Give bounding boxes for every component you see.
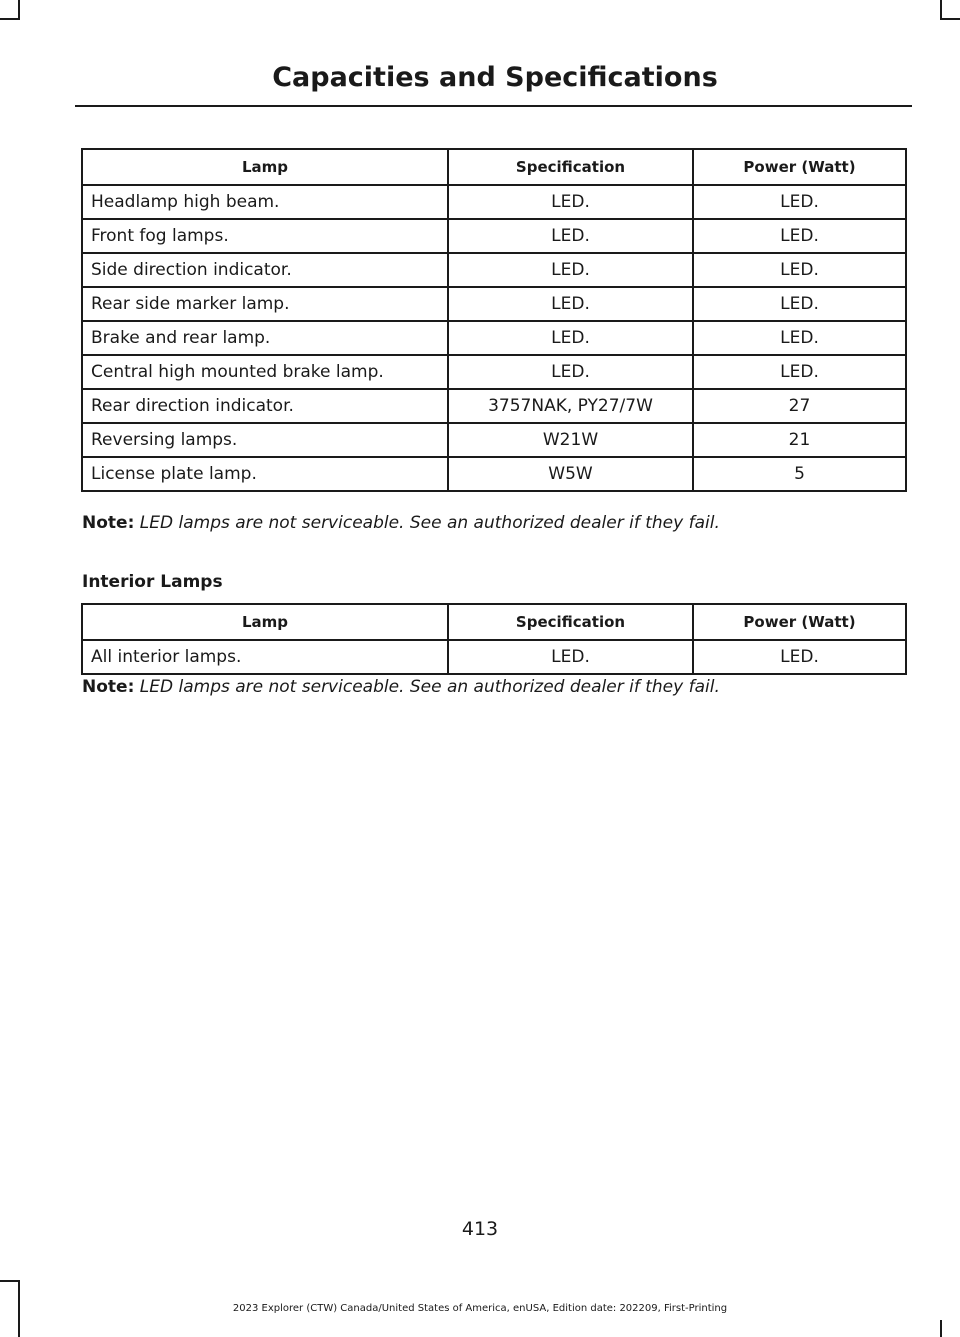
header-power: Power (Watt) — [693, 149, 906, 185]
interior-lamps-table — [81, 603, 907, 675]
header-specification: Specification — [448, 604, 693, 640]
specification-cell: LED. — [448, 287, 693, 321]
table-row — [82, 253, 906, 287]
table-row — [82, 321, 906, 355]
power-cell: LED. — [693, 321, 906, 355]
table-row — [82, 287, 906, 321]
specification-cell: W5W — [448, 457, 693, 491]
power-cell: 27 — [693, 389, 906, 423]
note-led-interior — [82, 677, 720, 697]
page-title: Capacities and Specifications — [272, 62, 718, 93]
specification-cell: 3757NAK, PY27/7W — [448, 389, 693, 423]
power-cell: 21 — [693, 423, 906, 457]
page-number: 413 — [461, 1218, 499, 1240]
note-text: LED lamps are not serviceable. See an authorized dealer if they fail. — [139, 677, 720, 697]
table-row — [82, 457, 906, 491]
crop-mark — [0, 1280, 20, 1282]
lamp-cell: Reversing lamps. — [82, 423, 448, 457]
table-row — [82, 423, 906, 457]
specification-cell: LED. — [448, 253, 693, 287]
lamp-cell: Central high mounted brake lamp. — [82, 355, 448, 389]
lamp-cell: Front fog lamps. — [82, 219, 448, 253]
lamp-cell: Rear direction indicator. — [82, 389, 448, 423]
crop-mark — [0, 18, 20, 20]
specification-cell: W21W — [448, 423, 693, 457]
crop-mark — [940, 0, 942, 20]
title-divider — [75, 105, 912, 107]
table-row — [82, 389, 906, 423]
lamp-cell: Headlamp high beam. — [82, 185, 448, 219]
lamp-cell: License plate lamp. — [82, 457, 448, 491]
table-row — [82, 355, 906, 389]
power-cell: LED. — [693, 219, 906, 253]
specification-cell: LED. — [448, 185, 693, 219]
lamp-cell: Brake and rear lamp. — [82, 321, 448, 355]
table-header-row — [82, 604, 906, 640]
footer-edition-info: 2023 Explorer (CTW) Canada/United States of America, enUSA, Edition date: 202209, First-Printing — [232, 1303, 728, 1314]
power-cell: LED. — [693, 253, 906, 287]
note-label: Note: — [82, 513, 135, 533]
header-lamp: Lamp — [82, 604, 448, 640]
power-cell: LED. — [693, 355, 906, 389]
specification-cell: LED. — [448, 355, 693, 389]
table-row — [82, 640, 906, 674]
power-cell: 5 — [693, 457, 906, 491]
header-lamp: Lamp — [82, 149, 448, 185]
lamp-cell: Rear side marker lamp. — [82, 287, 448, 321]
note-label: Note: — [82, 677, 135, 697]
crop-mark — [940, 18, 960, 20]
lamp-cell: All interior lamps. — [82, 640, 448, 674]
exterior-lamps-table — [81, 148, 907, 492]
header-power: Power (Watt) — [693, 604, 906, 640]
table-row — [82, 219, 906, 253]
crop-mark — [940, 1320, 942, 1337]
table-header-row — [82, 149, 906, 185]
note-led-exterior — [82, 513, 720, 533]
note-text: LED lamps are not serviceable. See an authorized dealer if they fail. — [139, 513, 720, 533]
power-cell: LED. — [693, 640, 906, 674]
power-cell: LED. — [693, 185, 906, 219]
specification-cell: LED. — [448, 640, 693, 674]
table-row — [82, 185, 906, 219]
power-cell: LED. — [693, 287, 906, 321]
specification-cell: LED. — [448, 219, 693, 253]
crop-mark — [18, 0, 20, 20]
interior-lamps-heading: Interior Lamps — [82, 572, 223, 592]
header-specification: Specification — [448, 149, 693, 185]
lamp-cell: Side direction indicator. — [82, 253, 448, 287]
specification-cell: LED. — [448, 321, 693, 355]
